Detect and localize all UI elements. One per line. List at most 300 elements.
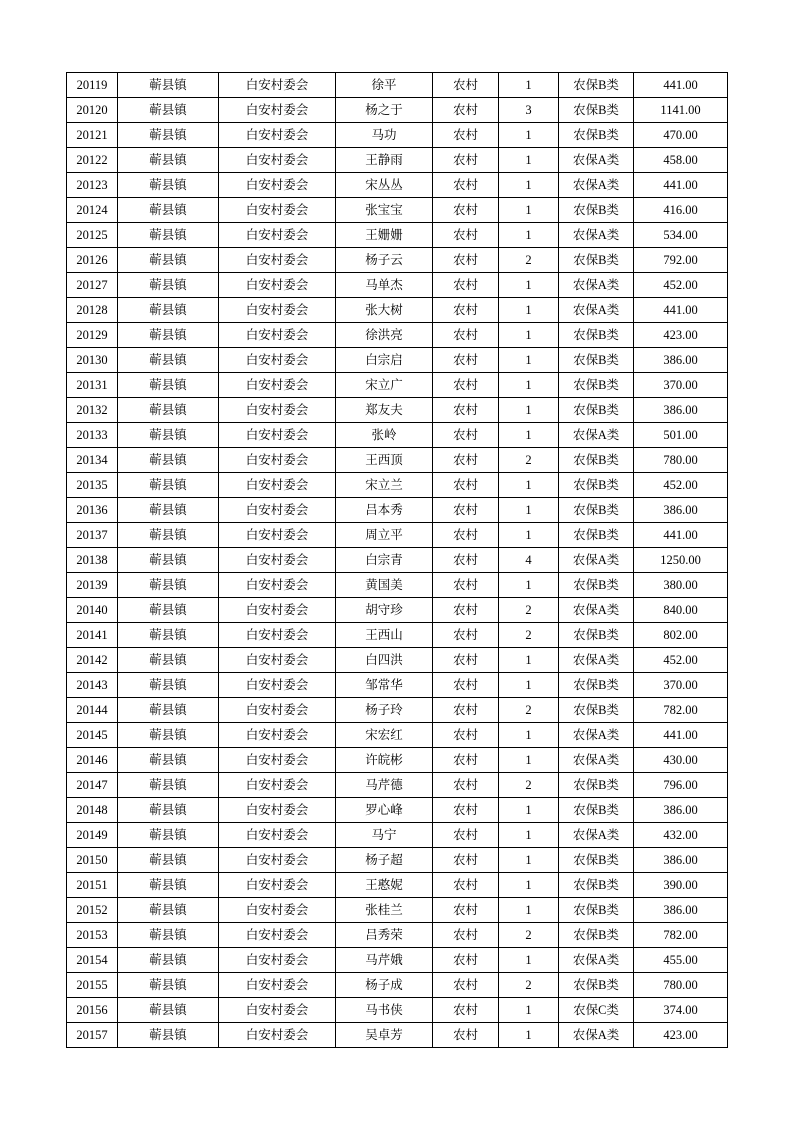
amount: 452.00 — [634, 273, 728, 298]
amount: 430.00 — [634, 748, 728, 773]
town-name: 蕲县镇 — [118, 323, 219, 348]
residence-type: 农村 — [433, 673, 499, 698]
residence-type: 农村 — [433, 398, 499, 423]
person-name: 杨子成 — [336, 973, 433, 998]
amount: 386.00 — [634, 848, 728, 873]
person-name: 宋丛丛 — [336, 173, 433, 198]
person-name: 张宝宝 — [336, 198, 433, 223]
record-id: 20128 — [67, 298, 118, 323]
table-row — [67, 448, 728, 473]
record-id: 20133 — [67, 423, 118, 448]
record-id: 20131 — [67, 373, 118, 398]
town-name: 蕲县镇 — [118, 598, 219, 623]
table-row — [67, 348, 728, 373]
residence-type: 农村 — [433, 998, 499, 1023]
table-row — [67, 723, 728, 748]
record-id: 20149 — [67, 823, 118, 848]
village-committee: 白安村委会 — [219, 373, 336, 398]
village-committee: 白安村委会 — [219, 723, 336, 748]
town-name: 蕲县镇 — [118, 173, 219, 198]
insurance-category: 农保B类 — [559, 348, 634, 373]
person-name: 郑友夫 — [336, 398, 433, 423]
town-name: 蕲县镇 — [118, 473, 219, 498]
amount: 1141.00 — [634, 98, 728, 123]
record-id: 20141 — [67, 623, 118, 648]
person-count: 1 — [499, 398, 559, 423]
amount: 1250.00 — [634, 548, 728, 573]
amount: 386.00 — [634, 898, 728, 923]
residence-type: 农村 — [433, 723, 499, 748]
table-row — [67, 123, 728, 148]
amount: 792.00 — [634, 248, 728, 273]
residence-type: 农村 — [433, 773, 499, 798]
table-row — [67, 948, 728, 973]
residence-type: 农村 — [433, 548, 499, 573]
record-id: 20150 — [67, 848, 118, 873]
person-name: 马功 — [336, 123, 433, 148]
table-row — [67, 373, 728, 398]
residence-type: 农村 — [433, 848, 499, 873]
insurance-category: 农保B类 — [559, 498, 634, 523]
town-name: 蕲县镇 — [118, 648, 219, 673]
insurance-category: 农保B类 — [559, 123, 634, 148]
person-count: 1 — [499, 948, 559, 973]
person-name: 杨子超 — [336, 848, 433, 873]
town-name: 蕲县镇 — [118, 948, 219, 973]
insurance-category: 农保B类 — [559, 198, 634, 223]
table-row — [67, 848, 728, 873]
amount: 380.00 — [634, 573, 728, 598]
insurance-category: 农保A类 — [559, 598, 634, 623]
village-committee: 白安村委会 — [219, 523, 336, 548]
insurance-category: 农保B类 — [559, 398, 634, 423]
record-id: 20155 — [67, 973, 118, 998]
table-row — [67, 698, 728, 723]
insurance-category: 农保A类 — [559, 273, 634, 298]
insurance-category: 农保A类 — [559, 648, 634, 673]
amount: 534.00 — [634, 223, 728, 248]
residence-type: 农村 — [433, 898, 499, 923]
person-count: 1 — [499, 823, 559, 848]
records-table — [66, 72, 728, 1048]
record-id: 20126 — [67, 248, 118, 273]
person-count: 1 — [499, 798, 559, 823]
amount: 840.00 — [634, 598, 728, 623]
amount: 470.00 — [634, 123, 728, 148]
insurance-category: 农保B类 — [559, 973, 634, 998]
town-name: 蕲县镇 — [118, 523, 219, 548]
person-count: 1 — [499, 223, 559, 248]
residence-type: 农村 — [433, 798, 499, 823]
person-name: 宋立兰 — [336, 473, 433, 498]
village-committee: 白安村委会 — [219, 223, 336, 248]
town-name: 蕲县镇 — [118, 1023, 219, 1048]
village-committee: 白安村委会 — [219, 298, 336, 323]
village-committee: 白安村委会 — [219, 148, 336, 173]
person-name: 马书侠 — [336, 998, 433, 1023]
table-row — [67, 773, 728, 798]
record-id: 20148 — [67, 798, 118, 823]
town-name: 蕲县镇 — [118, 673, 219, 698]
town-name: 蕲县镇 — [118, 873, 219, 898]
table-row — [67, 923, 728, 948]
town-name: 蕲县镇 — [118, 223, 219, 248]
amount: 423.00 — [634, 323, 728, 348]
person-name: 周立平 — [336, 523, 433, 548]
person-name: 杨之于 — [336, 98, 433, 123]
insurance-category: 农保A类 — [559, 823, 634, 848]
record-id: 20130 — [67, 348, 118, 373]
person-name: 马单杰 — [336, 273, 433, 298]
town-name: 蕲县镇 — [118, 198, 219, 223]
table-row — [67, 573, 728, 598]
record-id: 20129 — [67, 323, 118, 348]
table-row — [67, 598, 728, 623]
table-row — [67, 98, 728, 123]
record-id: 20140 — [67, 598, 118, 623]
town-name: 蕲县镇 — [118, 548, 219, 573]
residence-type: 农村 — [433, 148, 499, 173]
residence-type: 农村 — [433, 98, 499, 123]
village-committee: 白安村委会 — [219, 698, 336, 723]
residence-type: 农村 — [433, 498, 499, 523]
person-count: 1 — [499, 123, 559, 148]
amount: 452.00 — [634, 473, 728, 498]
insurance-category: 农保B类 — [559, 623, 634, 648]
residence-type: 农村 — [433, 623, 499, 648]
record-id: 20136 — [67, 498, 118, 523]
insurance-category: 农保A类 — [559, 148, 634, 173]
insurance-category: 农保B类 — [559, 523, 634, 548]
town-name: 蕲县镇 — [118, 898, 219, 923]
record-id: 20142 — [67, 648, 118, 673]
amount: 370.00 — [634, 673, 728, 698]
table-row — [67, 523, 728, 548]
person-count: 1 — [499, 873, 559, 898]
insurance-category: 农保B类 — [559, 248, 634, 273]
town-name: 蕲县镇 — [118, 823, 219, 848]
person-name: 王静雨 — [336, 148, 433, 173]
residence-type: 农村 — [433, 473, 499, 498]
person-name: 张岭 — [336, 423, 433, 448]
amount: 455.00 — [634, 948, 728, 973]
residence-type: 农村 — [433, 448, 499, 473]
person-name: 胡守珍 — [336, 598, 433, 623]
record-id: 20146 — [67, 748, 118, 773]
record-id: 20143 — [67, 673, 118, 698]
amount: 423.00 — [634, 1023, 728, 1048]
town-name: 蕲县镇 — [118, 448, 219, 473]
person-count: 1 — [499, 273, 559, 298]
person-count: 2 — [499, 623, 559, 648]
town-name: 蕲县镇 — [118, 973, 219, 998]
record-id: 20154 — [67, 948, 118, 973]
person-name: 张大树 — [336, 298, 433, 323]
village-committee: 白安村委会 — [219, 823, 336, 848]
table-row — [67, 173, 728, 198]
village-committee: 白安村委会 — [219, 948, 336, 973]
table-row — [67, 398, 728, 423]
record-id: 20127 — [67, 273, 118, 298]
amount: 441.00 — [634, 523, 728, 548]
table-row — [67, 423, 728, 448]
village-committee: 白安村委会 — [219, 973, 336, 998]
person-name: 白宗青 — [336, 548, 433, 573]
person-name: 邹常华 — [336, 673, 433, 698]
table-row — [67, 1023, 728, 1048]
village-committee: 白安村委会 — [219, 923, 336, 948]
amount: 452.00 — [634, 648, 728, 673]
table-row — [67, 623, 728, 648]
person-name: 王西山 — [336, 623, 433, 648]
residence-type: 农村 — [433, 948, 499, 973]
person-name: 马芹娥 — [336, 948, 433, 973]
person-count: 2 — [499, 448, 559, 473]
insurance-category: 农保A类 — [559, 223, 634, 248]
table-row — [67, 273, 728, 298]
person-count: 1 — [499, 848, 559, 873]
village-committee: 白安村委会 — [219, 398, 336, 423]
record-id: 20156 — [67, 998, 118, 1023]
person-count: 1 — [499, 73, 559, 98]
amount: 782.00 — [634, 923, 728, 948]
insurance-category: 农保B类 — [559, 798, 634, 823]
record-id: 20120 — [67, 98, 118, 123]
table-row — [67, 198, 728, 223]
residence-type: 农村 — [433, 273, 499, 298]
village-committee: 白安村委会 — [219, 498, 336, 523]
residence-type: 农村 — [433, 248, 499, 273]
insurance-category: 农保B类 — [559, 373, 634, 398]
table-row — [67, 998, 728, 1023]
person-name: 马芹德 — [336, 773, 433, 798]
town-name: 蕲县镇 — [118, 123, 219, 148]
table-row — [67, 673, 728, 698]
person-count: 1 — [499, 998, 559, 1023]
amount: 386.00 — [634, 348, 728, 373]
residence-type: 农村 — [433, 348, 499, 373]
record-id: 20144 — [67, 698, 118, 723]
person-name: 马宁 — [336, 823, 433, 848]
person-count: 1 — [499, 523, 559, 548]
insurance-category: 农保B类 — [559, 73, 634, 98]
village-committee: 白安村委会 — [219, 573, 336, 598]
record-id: 20135 — [67, 473, 118, 498]
residence-type: 农村 — [433, 923, 499, 948]
person-count: 1 — [499, 498, 559, 523]
record-id: 20123 — [67, 173, 118, 198]
town-name: 蕲县镇 — [118, 723, 219, 748]
insurance-category: 农保B类 — [559, 773, 634, 798]
table-row — [67, 73, 728, 98]
town-name: 蕲县镇 — [118, 148, 219, 173]
village-committee: 白安村委会 — [219, 998, 336, 1023]
table-row — [67, 823, 728, 848]
residence-type: 农村 — [433, 173, 499, 198]
person-count: 1 — [499, 648, 559, 673]
insurance-category: 农保B类 — [559, 873, 634, 898]
residence-type: 农村 — [433, 823, 499, 848]
amount: 386.00 — [634, 498, 728, 523]
amount: 386.00 — [634, 398, 728, 423]
residence-type: 农村 — [433, 973, 499, 998]
village-committee: 白安村委会 — [219, 598, 336, 623]
amount: 501.00 — [634, 423, 728, 448]
amount: 441.00 — [634, 723, 728, 748]
town-name: 蕲县镇 — [118, 298, 219, 323]
person-count: 1 — [499, 298, 559, 323]
person-count: 1 — [499, 348, 559, 373]
residence-type: 农村 — [433, 298, 499, 323]
record-id: 20124 — [67, 198, 118, 223]
table-row — [67, 898, 728, 923]
town-name: 蕲县镇 — [118, 848, 219, 873]
person-count: 1 — [499, 423, 559, 448]
table-row — [67, 798, 728, 823]
village-committee: 白安村委会 — [219, 1023, 336, 1048]
village-committee: 白安村委会 — [219, 473, 336, 498]
residence-type: 农村 — [433, 373, 499, 398]
amount: 780.00 — [634, 448, 728, 473]
residence-type: 农村 — [433, 323, 499, 348]
person-count: 1 — [499, 373, 559, 398]
amount: 374.00 — [634, 998, 728, 1023]
village-committee: 白安村委会 — [219, 348, 336, 373]
village-committee: 白安村委会 — [219, 173, 336, 198]
person-count: 1 — [499, 898, 559, 923]
record-id: 20147 — [67, 773, 118, 798]
residence-type: 农村 — [433, 223, 499, 248]
person-name: 徐洪亮 — [336, 323, 433, 348]
village-committee: 白安村委会 — [219, 423, 336, 448]
record-id: 20157 — [67, 1023, 118, 1048]
person-count: 1 — [499, 573, 559, 598]
person-name: 吴卓芳 — [336, 1023, 433, 1048]
residence-type: 农村 — [433, 73, 499, 98]
insurance-category: 农保B类 — [559, 923, 634, 948]
village-committee: 白安村委会 — [219, 123, 336, 148]
insurance-category: 农保B类 — [559, 573, 634, 598]
person-name: 杨子玲 — [336, 698, 433, 723]
person-count: 2 — [499, 248, 559, 273]
person-name: 宋宏红 — [336, 723, 433, 748]
record-id: 20152 — [67, 898, 118, 923]
person-name: 王西顶 — [336, 448, 433, 473]
person-count: 2 — [499, 773, 559, 798]
table-row — [67, 498, 728, 523]
town-name: 蕲县镇 — [118, 573, 219, 598]
insurance-category: 农保B类 — [559, 698, 634, 723]
town-name: 蕲县镇 — [118, 623, 219, 648]
table-body — [67, 73, 728, 1048]
person-name: 宋立广 — [336, 373, 433, 398]
insurance-category: 农保A类 — [559, 298, 634, 323]
insurance-category: 农保A类 — [559, 723, 634, 748]
person-count: 3 — [499, 98, 559, 123]
residence-type: 农村 — [433, 198, 499, 223]
person-name: 白四洪 — [336, 648, 433, 673]
town-name: 蕲县镇 — [118, 773, 219, 798]
person-count: 1 — [499, 723, 559, 748]
insurance-category: 农保A类 — [559, 423, 634, 448]
insurance-category: 农保C类 — [559, 998, 634, 1023]
amount: 432.00 — [634, 823, 728, 848]
record-id: 20138 — [67, 548, 118, 573]
insurance-category: 农保B类 — [559, 848, 634, 873]
village-committee: 白安村委会 — [219, 448, 336, 473]
amount: 441.00 — [634, 173, 728, 198]
village-committee: 白安村委会 — [219, 648, 336, 673]
table-row — [67, 473, 728, 498]
village-committee: 白安村委会 — [219, 748, 336, 773]
person-count: 1 — [499, 673, 559, 698]
person-name: 白宗启 — [336, 348, 433, 373]
person-count: 2 — [499, 923, 559, 948]
amount: 441.00 — [634, 73, 728, 98]
person-name: 徐平 — [336, 73, 433, 98]
village-committee: 白安村委会 — [219, 98, 336, 123]
amount: 802.00 — [634, 623, 728, 648]
table-row — [67, 973, 728, 998]
residence-type: 农村 — [433, 423, 499, 448]
village-committee: 白安村委会 — [219, 873, 336, 898]
residence-type: 农村 — [433, 648, 499, 673]
town-name: 蕲县镇 — [118, 398, 219, 423]
table-row — [67, 223, 728, 248]
table-row — [67, 323, 728, 348]
insurance-category: 农保B类 — [559, 898, 634, 923]
person-name: 吕本秀 — [336, 498, 433, 523]
amount: 370.00 — [634, 373, 728, 398]
person-name: 罗心峰 — [336, 798, 433, 823]
village-committee: 白安村委会 — [219, 198, 336, 223]
insurance-category: 农保A类 — [559, 1023, 634, 1048]
insurance-category: 农保A类 — [559, 748, 634, 773]
record-id: 20122 — [67, 148, 118, 173]
amount: 386.00 — [634, 798, 728, 823]
person-count: 1 — [499, 748, 559, 773]
village-committee: 白安村委会 — [219, 773, 336, 798]
person-count: 2 — [499, 598, 559, 623]
person-name: 黄国美 — [336, 573, 433, 598]
table-row — [67, 548, 728, 573]
town-name: 蕲县镇 — [118, 698, 219, 723]
insurance-category: 农保B类 — [559, 473, 634, 498]
insurance-category: 农保B类 — [559, 448, 634, 473]
village-committee: 白安村委会 — [219, 248, 336, 273]
insurance-category: 农保A类 — [559, 948, 634, 973]
table-row — [67, 648, 728, 673]
insurance-category: 农保A类 — [559, 173, 634, 198]
village-committee: 白安村委会 — [219, 323, 336, 348]
town-name: 蕲县镇 — [118, 748, 219, 773]
town-name: 蕲县镇 — [118, 498, 219, 523]
amount: 782.00 — [634, 698, 728, 723]
amount: 458.00 — [634, 148, 728, 173]
person-name: 许皖彬 — [336, 748, 433, 773]
person-count: 2 — [499, 973, 559, 998]
residence-type: 农村 — [433, 573, 499, 598]
residence-type: 农村 — [433, 123, 499, 148]
town-name: 蕲县镇 — [118, 73, 219, 98]
town-name: 蕲县镇 — [118, 248, 219, 273]
person-count: 1 — [499, 173, 559, 198]
insurance-category: 农保B类 — [559, 673, 634, 698]
town-name: 蕲县镇 — [118, 923, 219, 948]
insurance-category: 农保A类 — [559, 548, 634, 573]
table-row — [67, 248, 728, 273]
village-committee: 白安村委会 — [219, 898, 336, 923]
